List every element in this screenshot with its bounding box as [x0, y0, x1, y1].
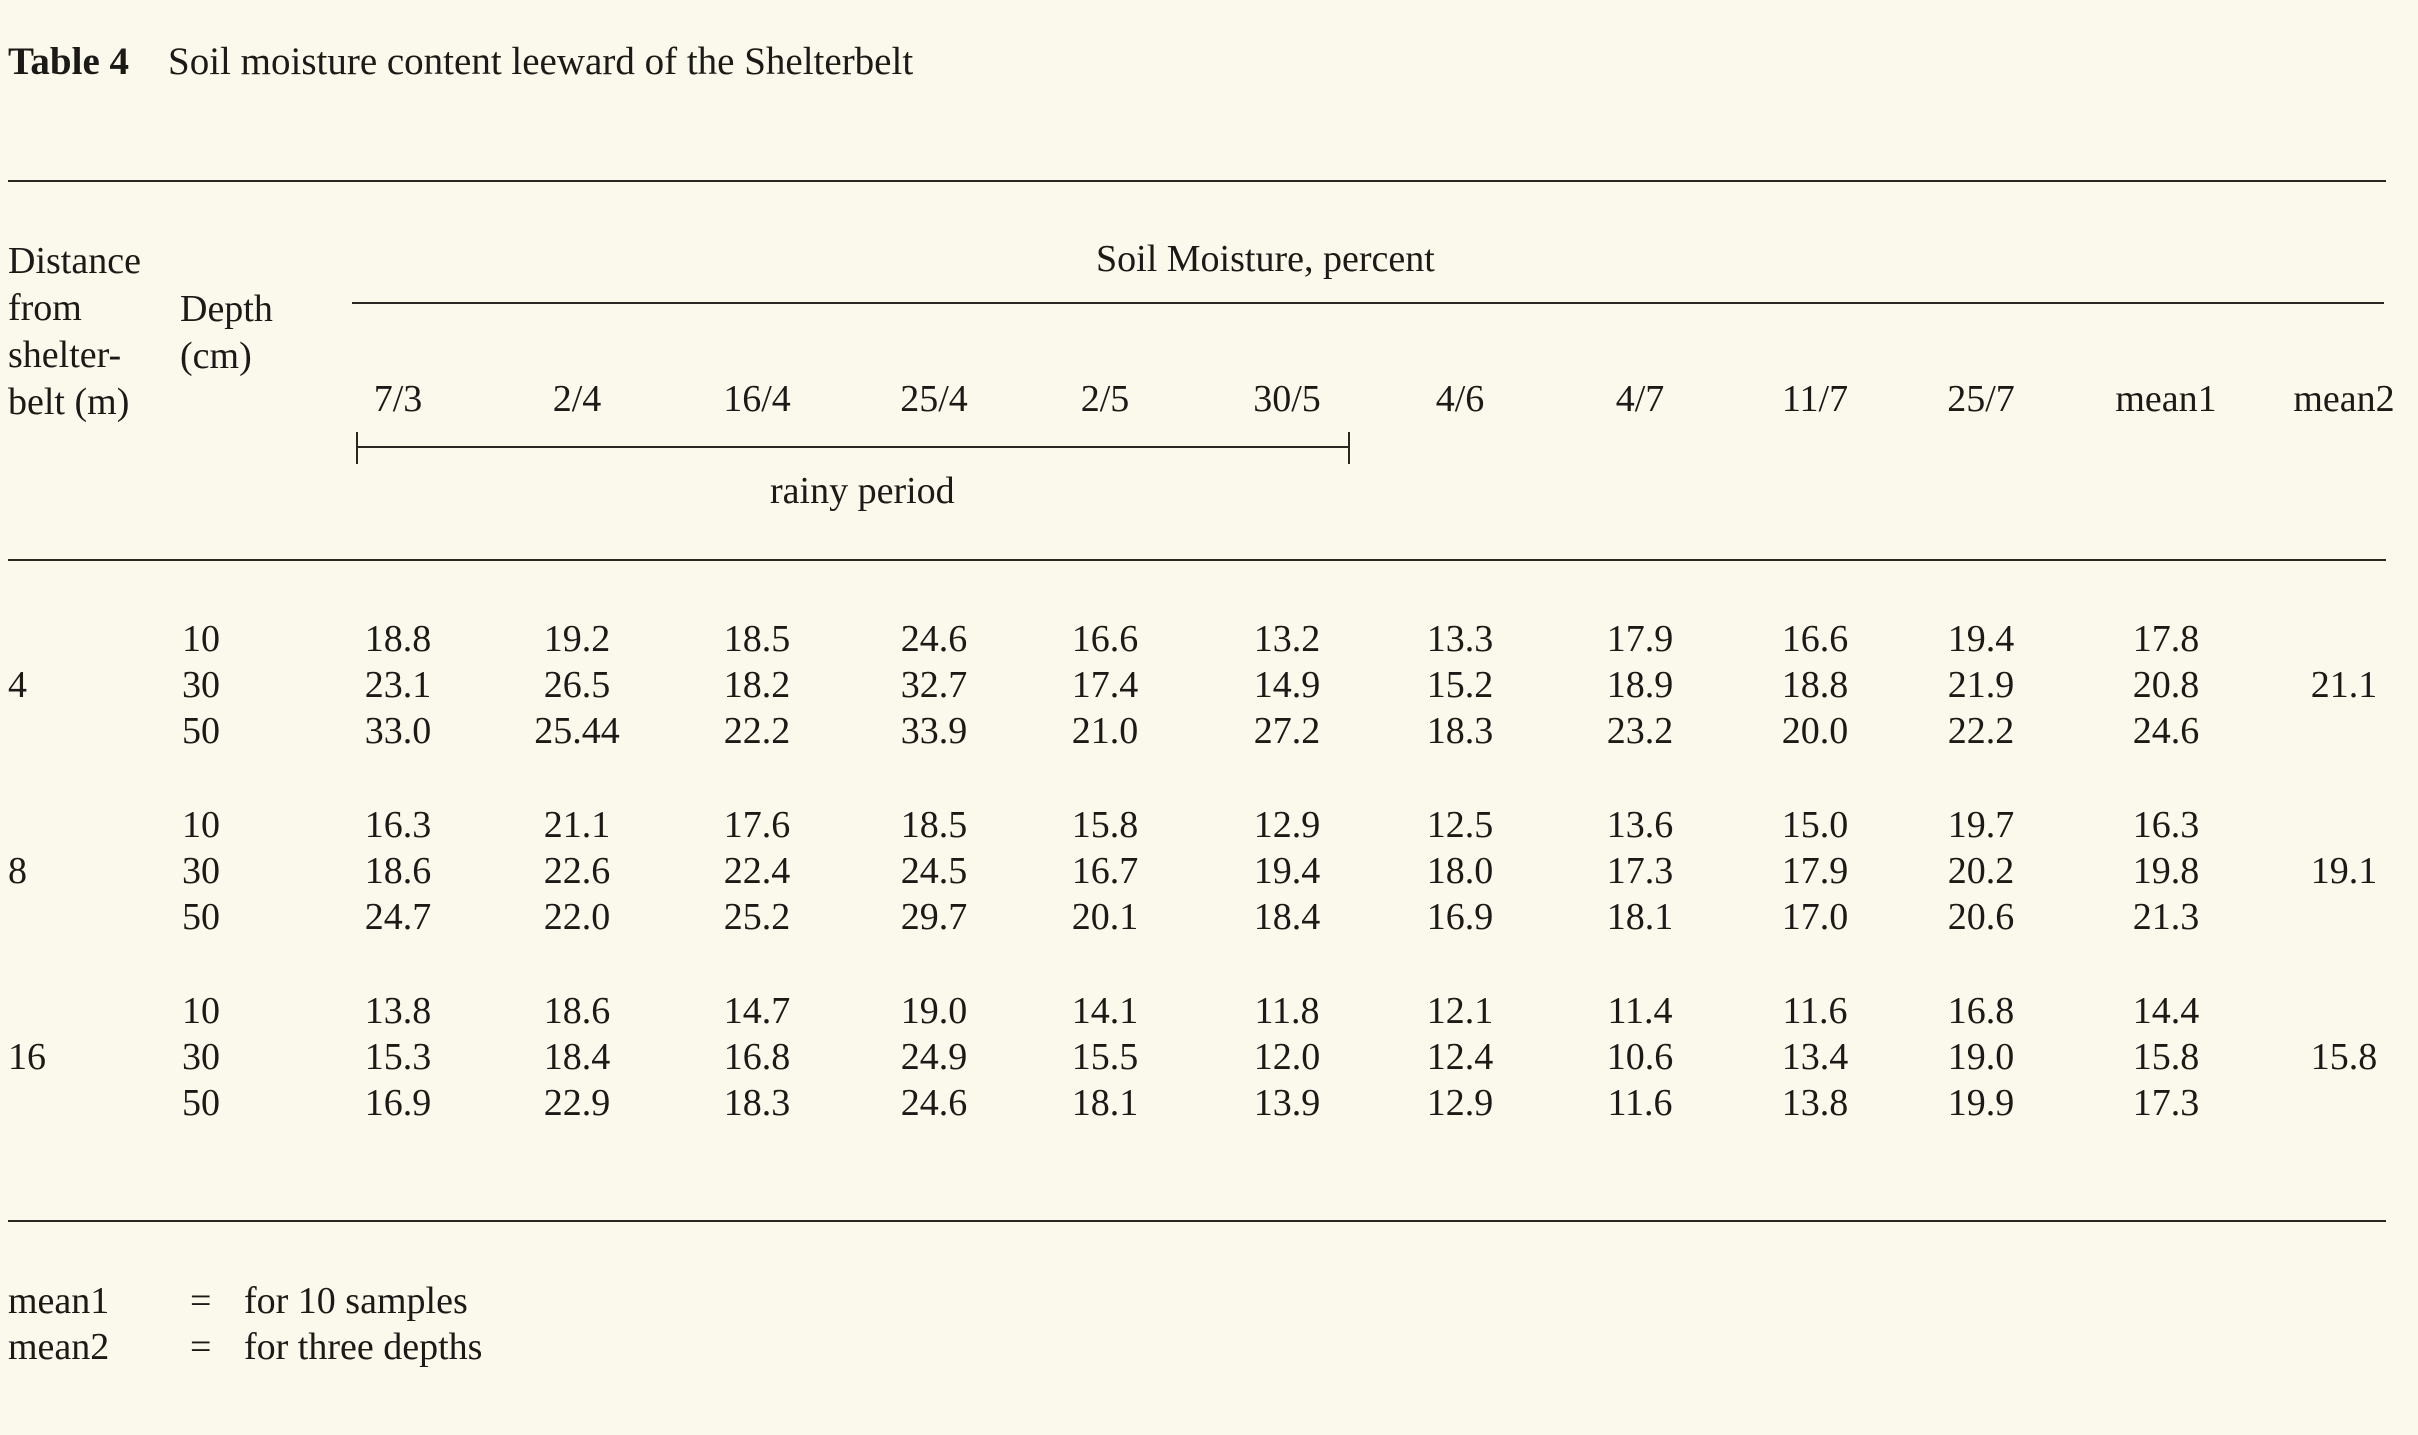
rainy-period-bracket-start	[356, 432, 358, 464]
moisture-value: 17.4	[1071, 664, 1139, 706]
moisture-value: 15.2	[1426, 664, 1494, 706]
moisture-value: 21.0	[1071, 710, 1139, 752]
moisture-value: 13.3	[1426, 618, 1494, 660]
mean1-value: 17.3	[2132, 1082, 2200, 1124]
mean2-value: 19.1	[2310, 850, 2378, 892]
column-header: 7/3	[373, 378, 423, 420]
moisture-value: 16.8	[723, 1036, 791, 1078]
table-caption	[8, 42, 913, 81]
moisture-value: 24.5	[900, 850, 968, 892]
moisture-value: 12.0	[1253, 1036, 1321, 1078]
moisture-value: 19.0	[900, 990, 968, 1032]
depth-value: 50	[182, 710, 220, 752]
moisture-value: 13.9	[1253, 1082, 1321, 1124]
moisture-value: 27.2	[1253, 710, 1321, 752]
column-header: 2/5	[1080, 378, 1130, 420]
moisture-value: 17.0	[1781, 896, 1849, 938]
moisture-value: 18.1	[1071, 1082, 1139, 1124]
moisture-value: 16.7	[1071, 850, 1139, 892]
moisture-value: 24.7	[364, 896, 432, 938]
column-header: 4/7	[1615, 378, 1665, 420]
footnote-term: mean1	[8, 1280, 110, 1322]
moisture-value: 19.4	[1253, 850, 1321, 892]
moisture-value: 19.4	[1947, 618, 2015, 660]
moisture-value: 33.0	[364, 710, 432, 752]
mean1-value: 15.8	[2132, 1036, 2200, 1078]
moisture-value: 29.7	[900, 896, 968, 938]
moisture-value: 22.2	[1947, 710, 2015, 752]
moisture-value: 18.5	[723, 618, 791, 660]
column-header: mean2	[2293, 378, 2395, 420]
moisture-value: 18.2	[723, 664, 791, 706]
mean2-value: 15.8	[2310, 1036, 2378, 1078]
moisture-value: 16.3	[364, 804, 432, 846]
column-header: 16/4	[723, 378, 791, 420]
moisture-value: 11.6	[1782, 990, 1848, 1032]
top-rule	[8, 180, 2386, 182]
moisture-value: 20.2	[1947, 850, 2015, 892]
moisture-value: 11.8	[1254, 990, 1320, 1032]
moisture-value: 12.4	[1426, 1036, 1494, 1078]
moisture-value: 15.8	[1071, 804, 1139, 846]
moisture-value: 17.6	[723, 804, 791, 846]
moisture-value: 22.6	[543, 850, 611, 892]
moisture-value: 18.8	[364, 618, 432, 660]
moisture-value: 12.9	[1253, 804, 1321, 846]
moisture-value: 14.1	[1071, 990, 1139, 1032]
moisture-value: 24.6	[900, 618, 968, 660]
table-title: Soil moisture content leeward of the Shelterbelt	[168, 40, 914, 83]
moisture-value: 17.3	[1606, 850, 1674, 892]
moisture-value: 16.6	[1781, 618, 1849, 660]
moisture-value: 18.3	[1426, 710, 1494, 752]
soil-moisture-header: Soil Moisture, percent	[1096, 238, 1435, 280]
moisture-value: 11.6	[1607, 1082, 1673, 1124]
depth-value: 30	[182, 664, 220, 706]
mean1-value: 17.8	[2132, 618, 2200, 660]
moisture-value: 24.9	[900, 1036, 968, 1078]
moisture-value: 13.8	[364, 990, 432, 1032]
moisture-value: 24.6	[900, 1082, 968, 1124]
depth-value: 30	[182, 850, 220, 892]
moisture-value: 16.8	[1947, 990, 2015, 1032]
moisture-value: 18.4	[1253, 896, 1321, 938]
column-header: 30/5	[1253, 378, 1321, 420]
moisture-value: 18.0	[1426, 850, 1494, 892]
mean2-value: 21.1	[2310, 664, 2378, 706]
moisture-value: 23.2	[1606, 710, 1674, 752]
moisture-value: 19.9	[1947, 1082, 2015, 1124]
moisture-value: 12.9	[1426, 1082, 1494, 1124]
moisture-value: 18.3	[723, 1082, 791, 1124]
moisture-value: 14.9	[1253, 664, 1321, 706]
moisture-value: 32.7	[900, 664, 968, 706]
column-header: 2/4	[552, 378, 602, 420]
moisture-value: 16.9	[1426, 896, 1494, 938]
moisture-value: 21.1	[543, 804, 611, 846]
distance-value: 4	[8, 664, 27, 706]
footnote-text: for 10 samples	[244, 1280, 468, 1322]
moisture-value: 22.9	[543, 1082, 611, 1124]
moisture-value: 20.6	[1947, 896, 2015, 938]
depth-value: 10	[182, 618, 220, 660]
depth-value: 50	[182, 896, 220, 938]
moisture-value: 22.4	[723, 850, 791, 892]
group-header-rule	[352, 302, 2384, 304]
column-header: mean1	[2115, 378, 2217, 420]
moisture-value: 19.7	[1947, 804, 2015, 846]
moisture-value: 33.9	[900, 710, 968, 752]
moisture-value: 16.9	[364, 1082, 432, 1124]
footnote-text: for three depths	[244, 1326, 483, 1368]
distance-header: Distance from shelter-belt (m)	[8, 240, 141, 423]
depth-value: 30	[182, 1036, 220, 1078]
moisture-value: 12.5	[1426, 804, 1494, 846]
moisture-value: 22.2	[723, 710, 791, 752]
moisture-value: 25.2	[723, 896, 791, 938]
depth-value: 50	[182, 1082, 220, 1124]
column-header: 25/7	[1947, 378, 2015, 420]
column-header: 4/6	[1435, 378, 1485, 420]
mean1-value: 16.3	[2132, 804, 2200, 846]
depth-header: Depth (cm)	[180, 288, 273, 377]
moisture-value: 17.9	[1606, 618, 1674, 660]
moisture-value: 10.6	[1606, 1036, 1674, 1078]
moisture-value: 18.1	[1606, 896, 1674, 938]
column-header: 11/7	[1781, 378, 1849, 420]
distance-value: 8	[8, 850, 27, 892]
moisture-value: 26.5	[543, 664, 611, 706]
moisture-value: 12.1	[1426, 990, 1494, 1032]
moisture-value: 18.4	[543, 1036, 611, 1078]
moisture-value: 14.7	[723, 990, 791, 1032]
moisture-value: 18.8	[1781, 664, 1849, 706]
depth-value: 10	[182, 990, 220, 1032]
rainy-period-bracket-end	[1348, 432, 1350, 464]
moisture-value: 13.6	[1606, 804, 1674, 846]
bottom-rule	[8, 1220, 2386, 1222]
table-label: Table 4	[8, 40, 130, 83]
moisture-value: 17.9	[1781, 850, 1849, 892]
moisture-value: 21.9	[1947, 664, 2015, 706]
moisture-value: 20.1	[1071, 896, 1139, 938]
moisture-value: 23.1	[364, 664, 432, 706]
moisture-value: 22.0	[543, 896, 611, 938]
moisture-value: 18.6	[543, 990, 611, 1032]
mean1-value: 21.3	[2132, 896, 2200, 938]
mean1-value: 20.8	[2132, 664, 2200, 706]
moisture-value: 15.3	[364, 1036, 432, 1078]
rainy-period-bracket	[356, 446, 1350, 448]
footnote-term: mean2	[8, 1326, 110, 1368]
footnote-equals: =	[190, 1280, 212, 1322]
distance-value: 16	[8, 1036, 46, 1078]
mean1-value: 19.8	[2132, 850, 2200, 892]
moisture-value: 11.4	[1607, 990, 1673, 1032]
moisture-value: 13.2	[1253, 618, 1321, 660]
moisture-value: 20.0	[1781, 710, 1849, 752]
column-header: 25/4	[900, 378, 968, 420]
moisture-value: 19.0	[1947, 1036, 2015, 1078]
footnote-equals: =	[190, 1326, 212, 1368]
moisture-value: 15.5	[1071, 1036, 1139, 1078]
header-rule	[8, 559, 2386, 561]
moisture-value: 18.6	[364, 850, 432, 892]
depth-value: 10	[182, 804, 220, 846]
moisture-value: 16.6	[1071, 618, 1139, 660]
moisture-value: 19.2	[543, 618, 611, 660]
moisture-value: 18.5	[900, 804, 968, 846]
rainy-period-label: rainy period	[770, 470, 955, 512]
moisture-value: 25.44	[534, 710, 620, 752]
mean1-value: 24.6	[2132, 710, 2200, 752]
moisture-value: 18.9	[1606, 664, 1674, 706]
moisture-value: 15.0	[1781, 804, 1849, 846]
moisture-value: 13.8	[1781, 1082, 1849, 1124]
mean1-value: 14.4	[2132, 990, 2200, 1032]
moisture-value: 13.4	[1781, 1036, 1849, 1078]
